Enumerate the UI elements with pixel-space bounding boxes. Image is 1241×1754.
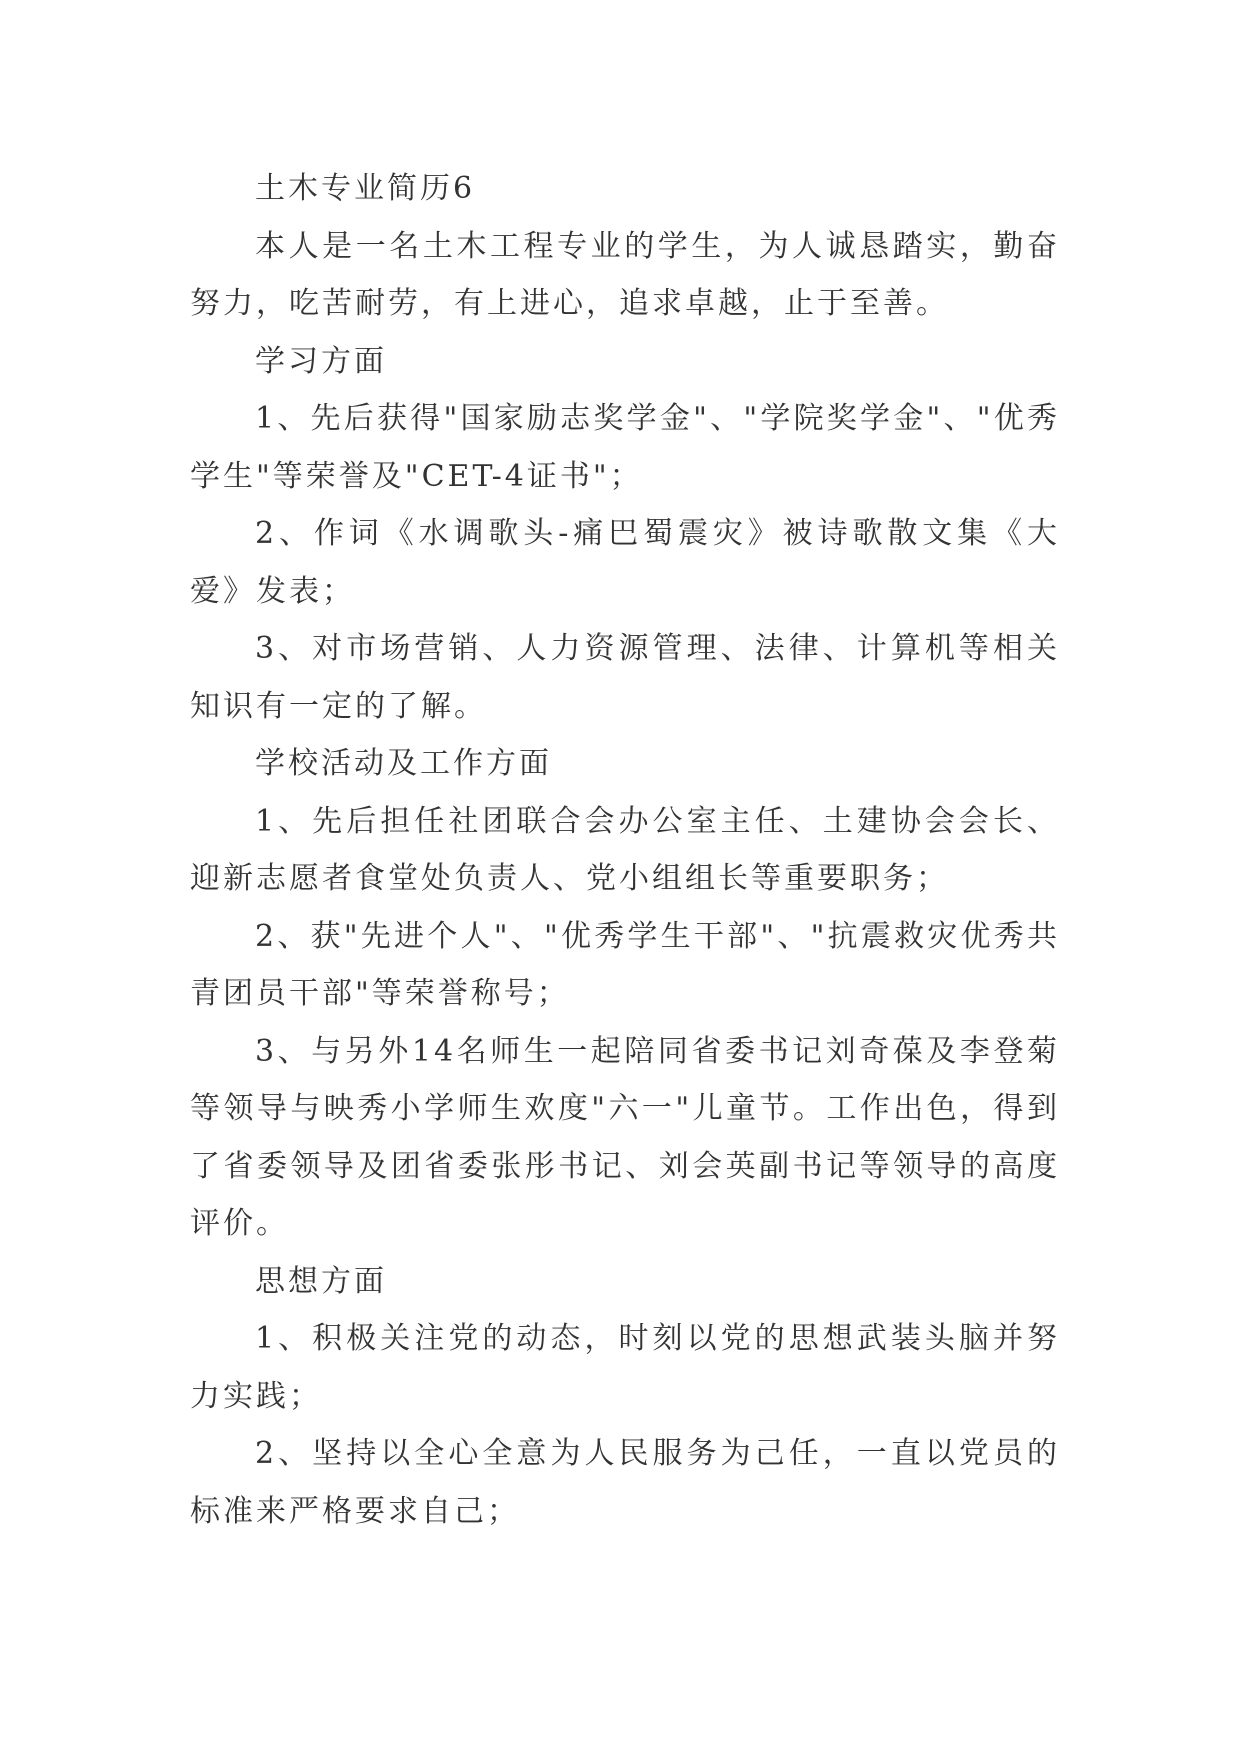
section-heading-activities: 学校活动及工作方面 <box>255 746 552 781</box>
document-body <box>190 160 1060 1540</box>
study-item-3: 3、对市场营销、人力资源管理、法律、计算机等相关知识有一定的了解。 <box>190 631 1060 724</box>
thought-item-1: 1、积极关注党的动态，时刻以党的思想武装头脑并努力实践； <box>190 1321 1060 1414</box>
activities-item-1: 1、先后担任社团联合会办公室主任、土建协会会长、迎新志愿者食堂处负责人、党小组组长等重要职务； <box>190 803 1060 896</box>
thought-item-2: 2、坚持以全心全意为人民服务为己任，一直以党员的标准来严格要求自己； <box>190 1436 1060 1529</box>
section-heading-thought: 思想方面 <box>255 1263 387 1299</box>
activities-item-3: 3、与另外14名师生一起陪同省委书记刘奇葆及李登菊等领导与映秀小学师生欢度"六一"儿童节。工作出色，得到了省委领导及团省委张彤书记、刘会英副书记等领导的高度评价。 <box>190 1033 1060 1241</box>
intro-paragraph: 本人是一名土木工程专业的学生，为人诚恳踏实，勤奋努力，吃苦耐劳，有上进心，追求卓越，止于至善。 <box>190 228 1060 321</box>
activities-item-2: 2、获"先进个人"、"优秀学生干部"、"抗震救灾优秀共青团员干部"等荣誉称号； <box>190 918 1060 1011</box>
section-heading-study: 学习方面 <box>255 343 387 379</box>
study-item-2: 2、作词《水调歌头-痛巴蜀震灾》被诗歌散文集《大爱》发表； <box>190 516 1060 609</box>
document-title: 土木专业简历6 <box>255 171 476 206</box>
study-item-1: 1、先后获得"国家励志奖学金"、"学院奖学金"、"优秀学生"等荣誉及"CET-4证书"； <box>190 401 1060 494</box>
